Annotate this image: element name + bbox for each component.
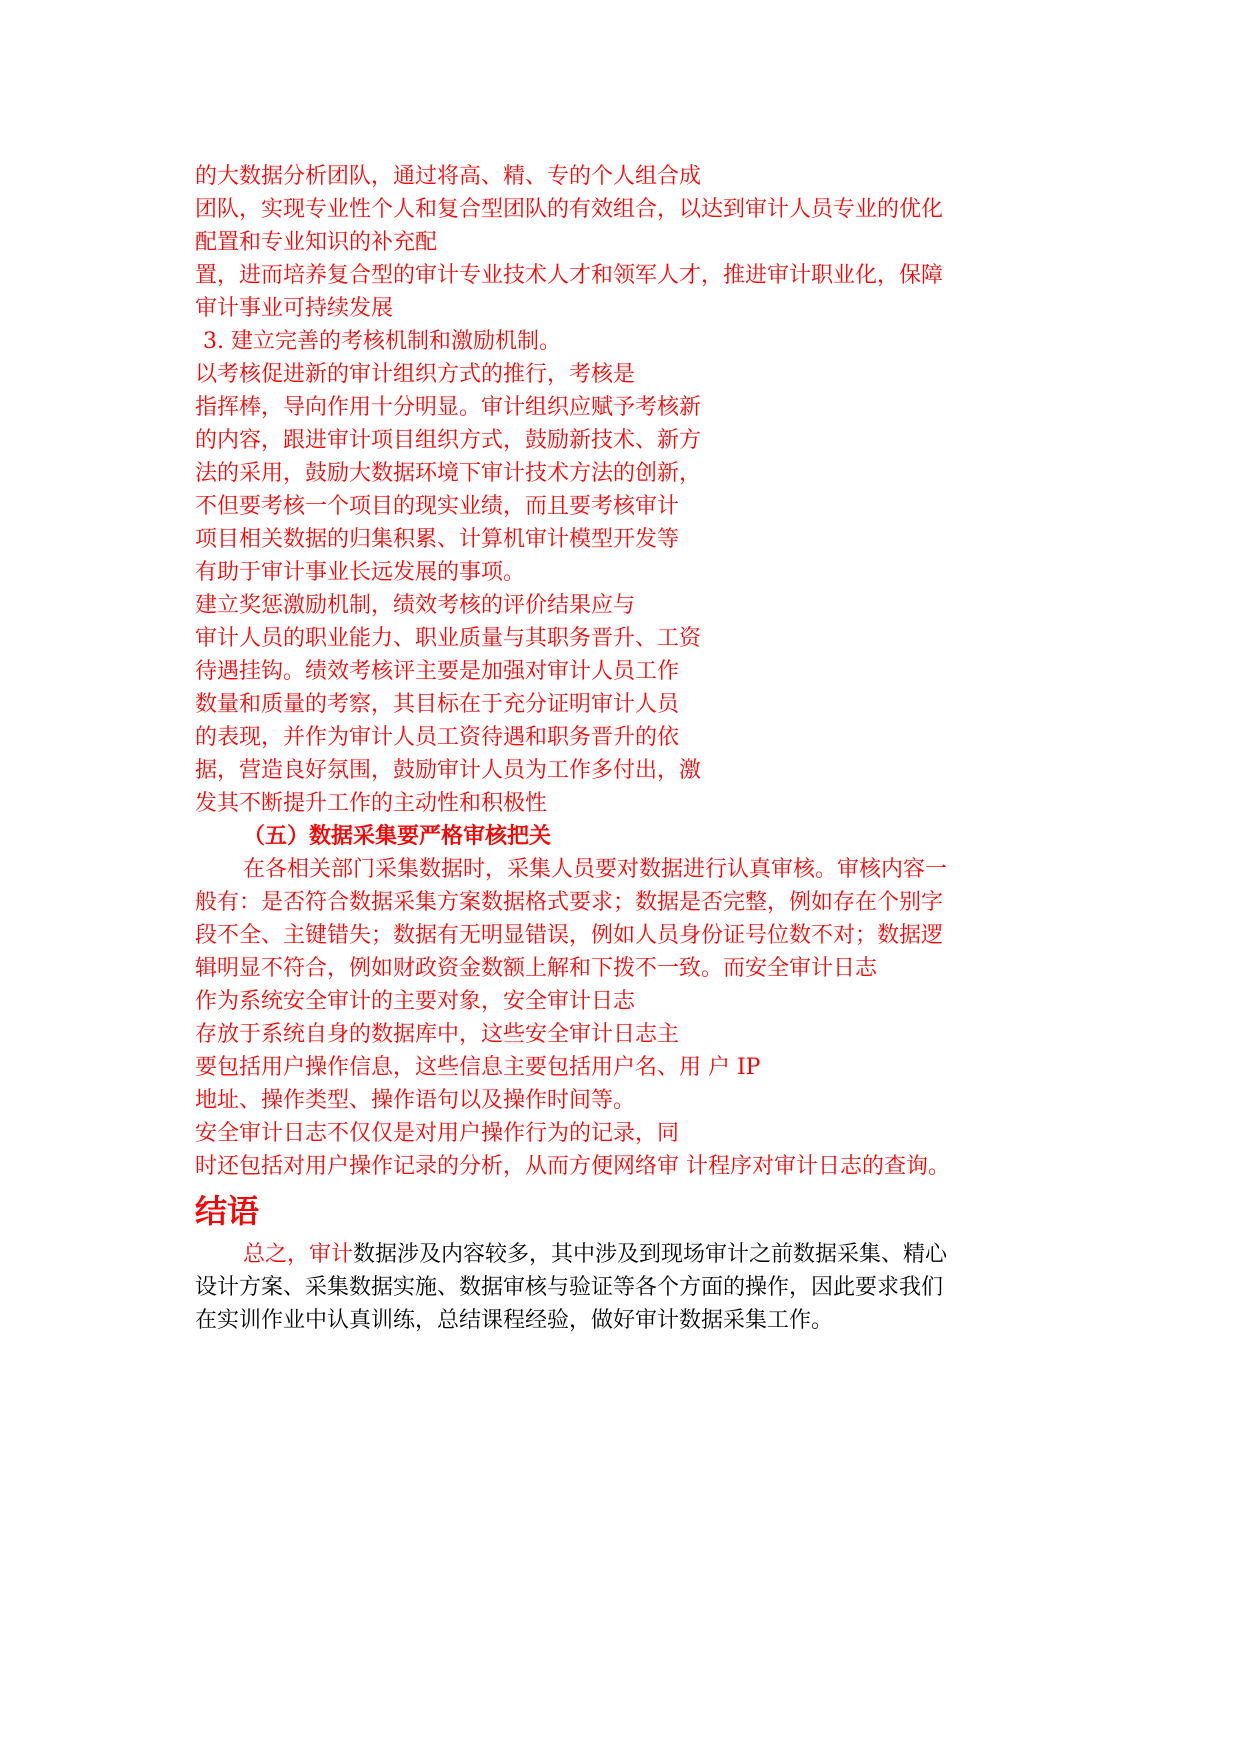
- numbered-heading: 3. 建立完善的考核机制和激励机制。: [203, 329, 561, 354]
- text-line: 团队，实现专业性个人和复合型团队的有效组合，以达到审计人员专业的优化: [195, 197, 944, 222]
- text-line: 指挥棒，导向作用十分明显。审计组织应赋予考核新: [195, 395, 702, 420]
- text-line: 以考核促进新的审计组织方式的推行，考核是: [195, 362, 636, 387]
- section-heading: （五）数据采集要严格审核把关: [243, 823, 552, 849]
- text-line: 在各相关部门采集数据时，采集人员要对数据进行认真审核。审核内容一: [243, 857, 948, 882]
- text-line: 辑明显不符合，例如财政资金数额上解和下拨不一致。而安全审计日志: [195, 956, 878, 981]
- text-line: 的大数据分析团队，通过将高、精、专的个人组合成: [195, 164, 702, 189]
- text-line: 置，进而培养复合型的审计专业技术人才和领军人才，推进审计职业化，保障: [195, 263, 944, 288]
- text-line: 法的采用，鼓励大数据环境下审计技术方法的创新，: [195, 461, 702, 486]
- text-line: 待遇挂钩。绩效考核评主要是加强对审计人员工作: [195, 659, 680, 684]
- text-line: 据，营造良好氛围，鼓励审计人员为工作多付出，激: [195, 758, 702, 783]
- text-line: 时还包括对用户操作记录的分析，从而方便网络审 计程序对审计日志的查询。: [195, 1154, 950, 1179]
- text-line: 段不全、主键错失；数据有无明显错误，例如人员身份证号位数不对；数据逻: [195, 923, 944, 948]
- text-line: 数量和质量的考察，其目标在于充分证明审计人员: [195, 692, 680, 717]
- text-line: 的表现，并作为审计人员工资待遇和职务晋升的依: [195, 725, 680, 750]
- conclusion-line: [243, 1238, 947, 1271]
- text-line: 项目相关数据的归集积累、计算机审计模型开发等: [195, 527, 680, 552]
- text-line: 的内容，跟进审计项目组织方式，鼓励新技术、新方: [195, 428, 702, 453]
- text-line: 配置和专业知识的补充配: [195, 230, 438, 255]
- text-line: 地址、操作类型、操作语句以及操作时间等。: [195, 1088, 636, 1113]
- conclusion-black-text: 数据涉及内容较多，其中涉及到现场审计之前数据采集、精心: [353, 1242, 948, 1267]
- text-line: 不但要考核一个项目的现实业绩，而且要考核审计: [195, 494, 680, 519]
- text-line: 审计事业可持续发展: [195, 296, 394, 321]
- conclusion-red-text: 总之，审计: [243, 1242, 354, 1267]
- conclusion-line: 在实训作业中认真训练，总结课程经验，做好审计数据采集工作。: [195, 1308, 834, 1333]
- text-line: 有助于审计事业长远发展的事项。: [195, 560, 526, 585]
- text-line: 发其不断提升工作的主动性和积极性: [195, 791, 548, 816]
- conclusion-heading: 结语: [195, 1192, 260, 1230]
- text-line: 存放于系统自身的数据库中，这些安全审计日志主: [195, 1022, 680, 1047]
- text-line: 审计人员的职业能力、职业质量与其职务晋升、工资: [195, 626, 702, 651]
- text-line: 建立奖惩激励机制，绩效考核的评价结果应与: [195, 593, 636, 618]
- conclusion-line: 设计方案、采集数据实施、数据审核与验证等各个方面的操作，因此要求我们: [195, 1275, 944, 1300]
- text-line: 作为系统安全审计的主要对象，安全审计日志: [195, 989, 636, 1014]
- text-line: 要包括用户操作信息，这些信息主要包括用户名、用 户 IP: [195, 1055, 761, 1080]
- text-line: 安全审计日志不仅仅是对用户操作行为的记录，同: [195, 1121, 680, 1146]
- text-line: 般有：是否符合数据采集方案数据格式要求；数据是否完整，例如存在个别字: [195, 890, 944, 915]
